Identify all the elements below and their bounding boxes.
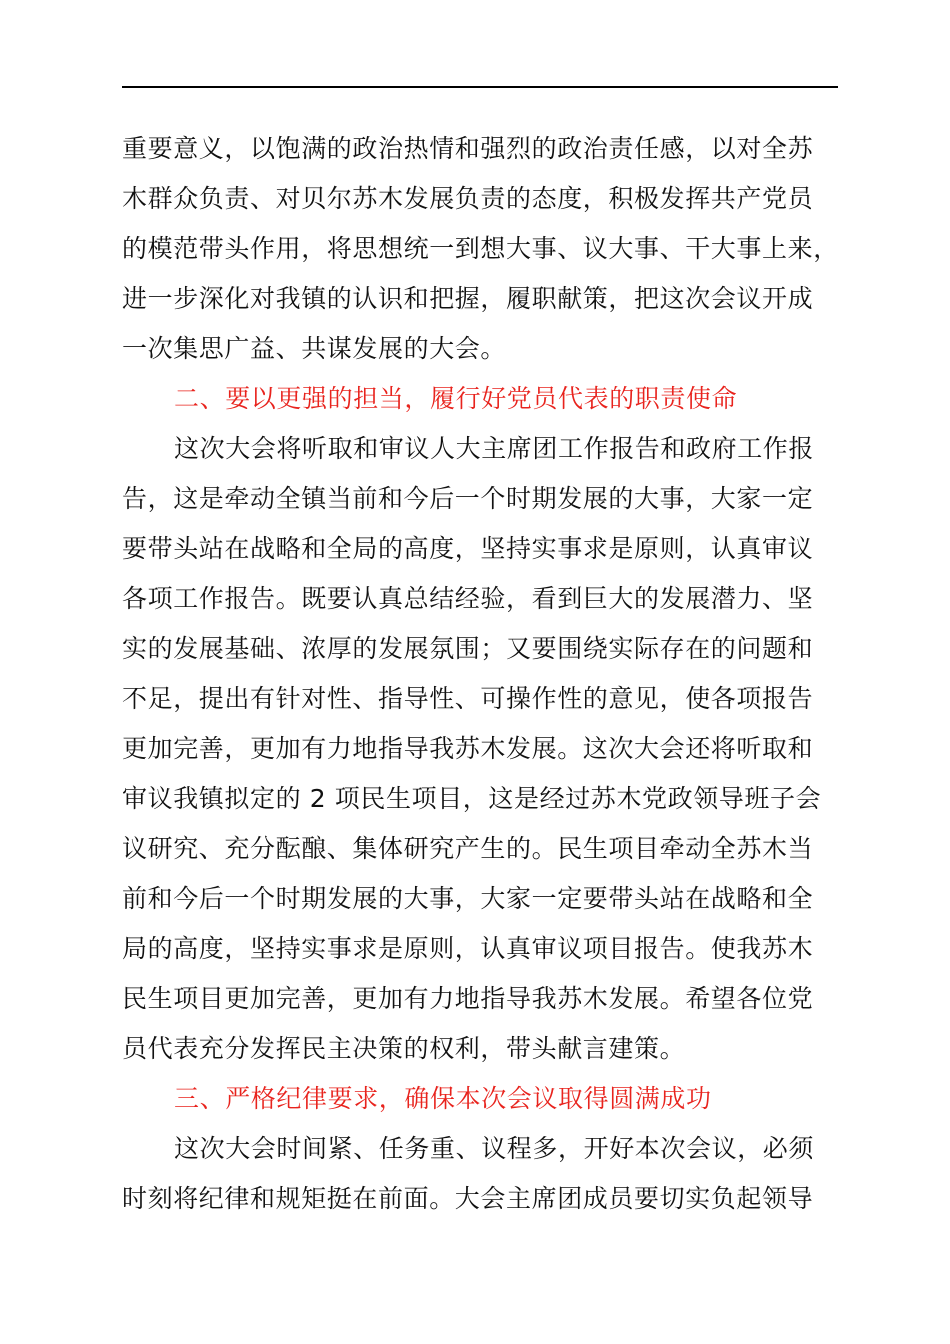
text-line: 一次集思广益、共谋发展的大会。 (122, 334, 507, 363)
paragraph-intro-continuation (122, 124, 842, 374)
text-line: 不足，提出有针对性、指导性、可操作性的意见，使各项报告 (122, 684, 814, 713)
text-line: 更加完善，更加有力地指导我苏木发展。这次大会还将听取和 (122, 734, 814, 763)
section-heading-2: 二、要以更强的担当，履行好党员代表的职责使命 (174, 384, 738, 413)
text-line: 这次大会将听取和审议人大主席团工作报告和政府工作报 (174, 434, 815, 463)
text-line: 重要意义，以饱满的政治热情和强烈的政治责任感，以对全苏 (122, 134, 814, 163)
text-line: 时刻将纪律和规矩挺在前面。大会主席团成员要切实负起领导 (122, 1184, 814, 1213)
text-line: 进一步深化对我镇的认识和把握，履职献策，把这次会议开成 (122, 284, 814, 313)
text-line: 局的高度，坚持实事求是原则，认真审议项目报告。使我苏木 (122, 934, 814, 963)
text-line: 告，这是牵动全镇当前和今后一个时期发展的大事，大家一定 (122, 484, 814, 513)
paragraph-section-2 (122, 424, 842, 1074)
text-line: 木群众负责、对贝尔苏木发展负责的态度，积极发挥共产党员 (122, 184, 814, 213)
text-line: 这次大会时间紧、任务重、议程多，开好本次会议，必须 (174, 1134, 815, 1163)
text-line: 审议我镇拟定的 2 项民生项目，这是经过苏木党政领导班子会 (122, 784, 822, 813)
text-line: 要带头站在战略和全局的高度，坚持实事求是原则，认真审议 (122, 534, 814, 563)
document-body (122, 124, 842, 1224)
text-line: 议研究、充分酝酿、集体研究产生的。民生项目牵动全苏木当 (122, 834, 814, 863)
text-line: 员代表充分发挥民主决策的权利，带头献言建策。 (122, 1034, 686, 1063)
header-rule (122, 86, 838, 88)
section-heading-3: 三、严格纪律要求，确保本次会议取得圆满成功 (174, 1084, 712, 1113)
text-line: 各项工作报告。既要认真总结经验，看到巨大的发展潜力、坚 (122, 584, 814, 613)
text-line: 民生项目更加完善，更加有力地指导我苏木发展。希望各位党 (122, 984, 814, 1013)
paragraph-section-3 (122, 1124, 842, 1224)
text-line: 的模范带头作用，将思想统一到想大事、议大事、干大事上来， (122, 234, 839, 263)
text-line: 实的发展基础、浓厚的发展氛围；又要围绕实际存在的问题和 (122, 634, 814, 663)
text-line: 前和今后一个时期发展的大事，大家一定要带头站在战略和全 (122, 884, 814, 913)
